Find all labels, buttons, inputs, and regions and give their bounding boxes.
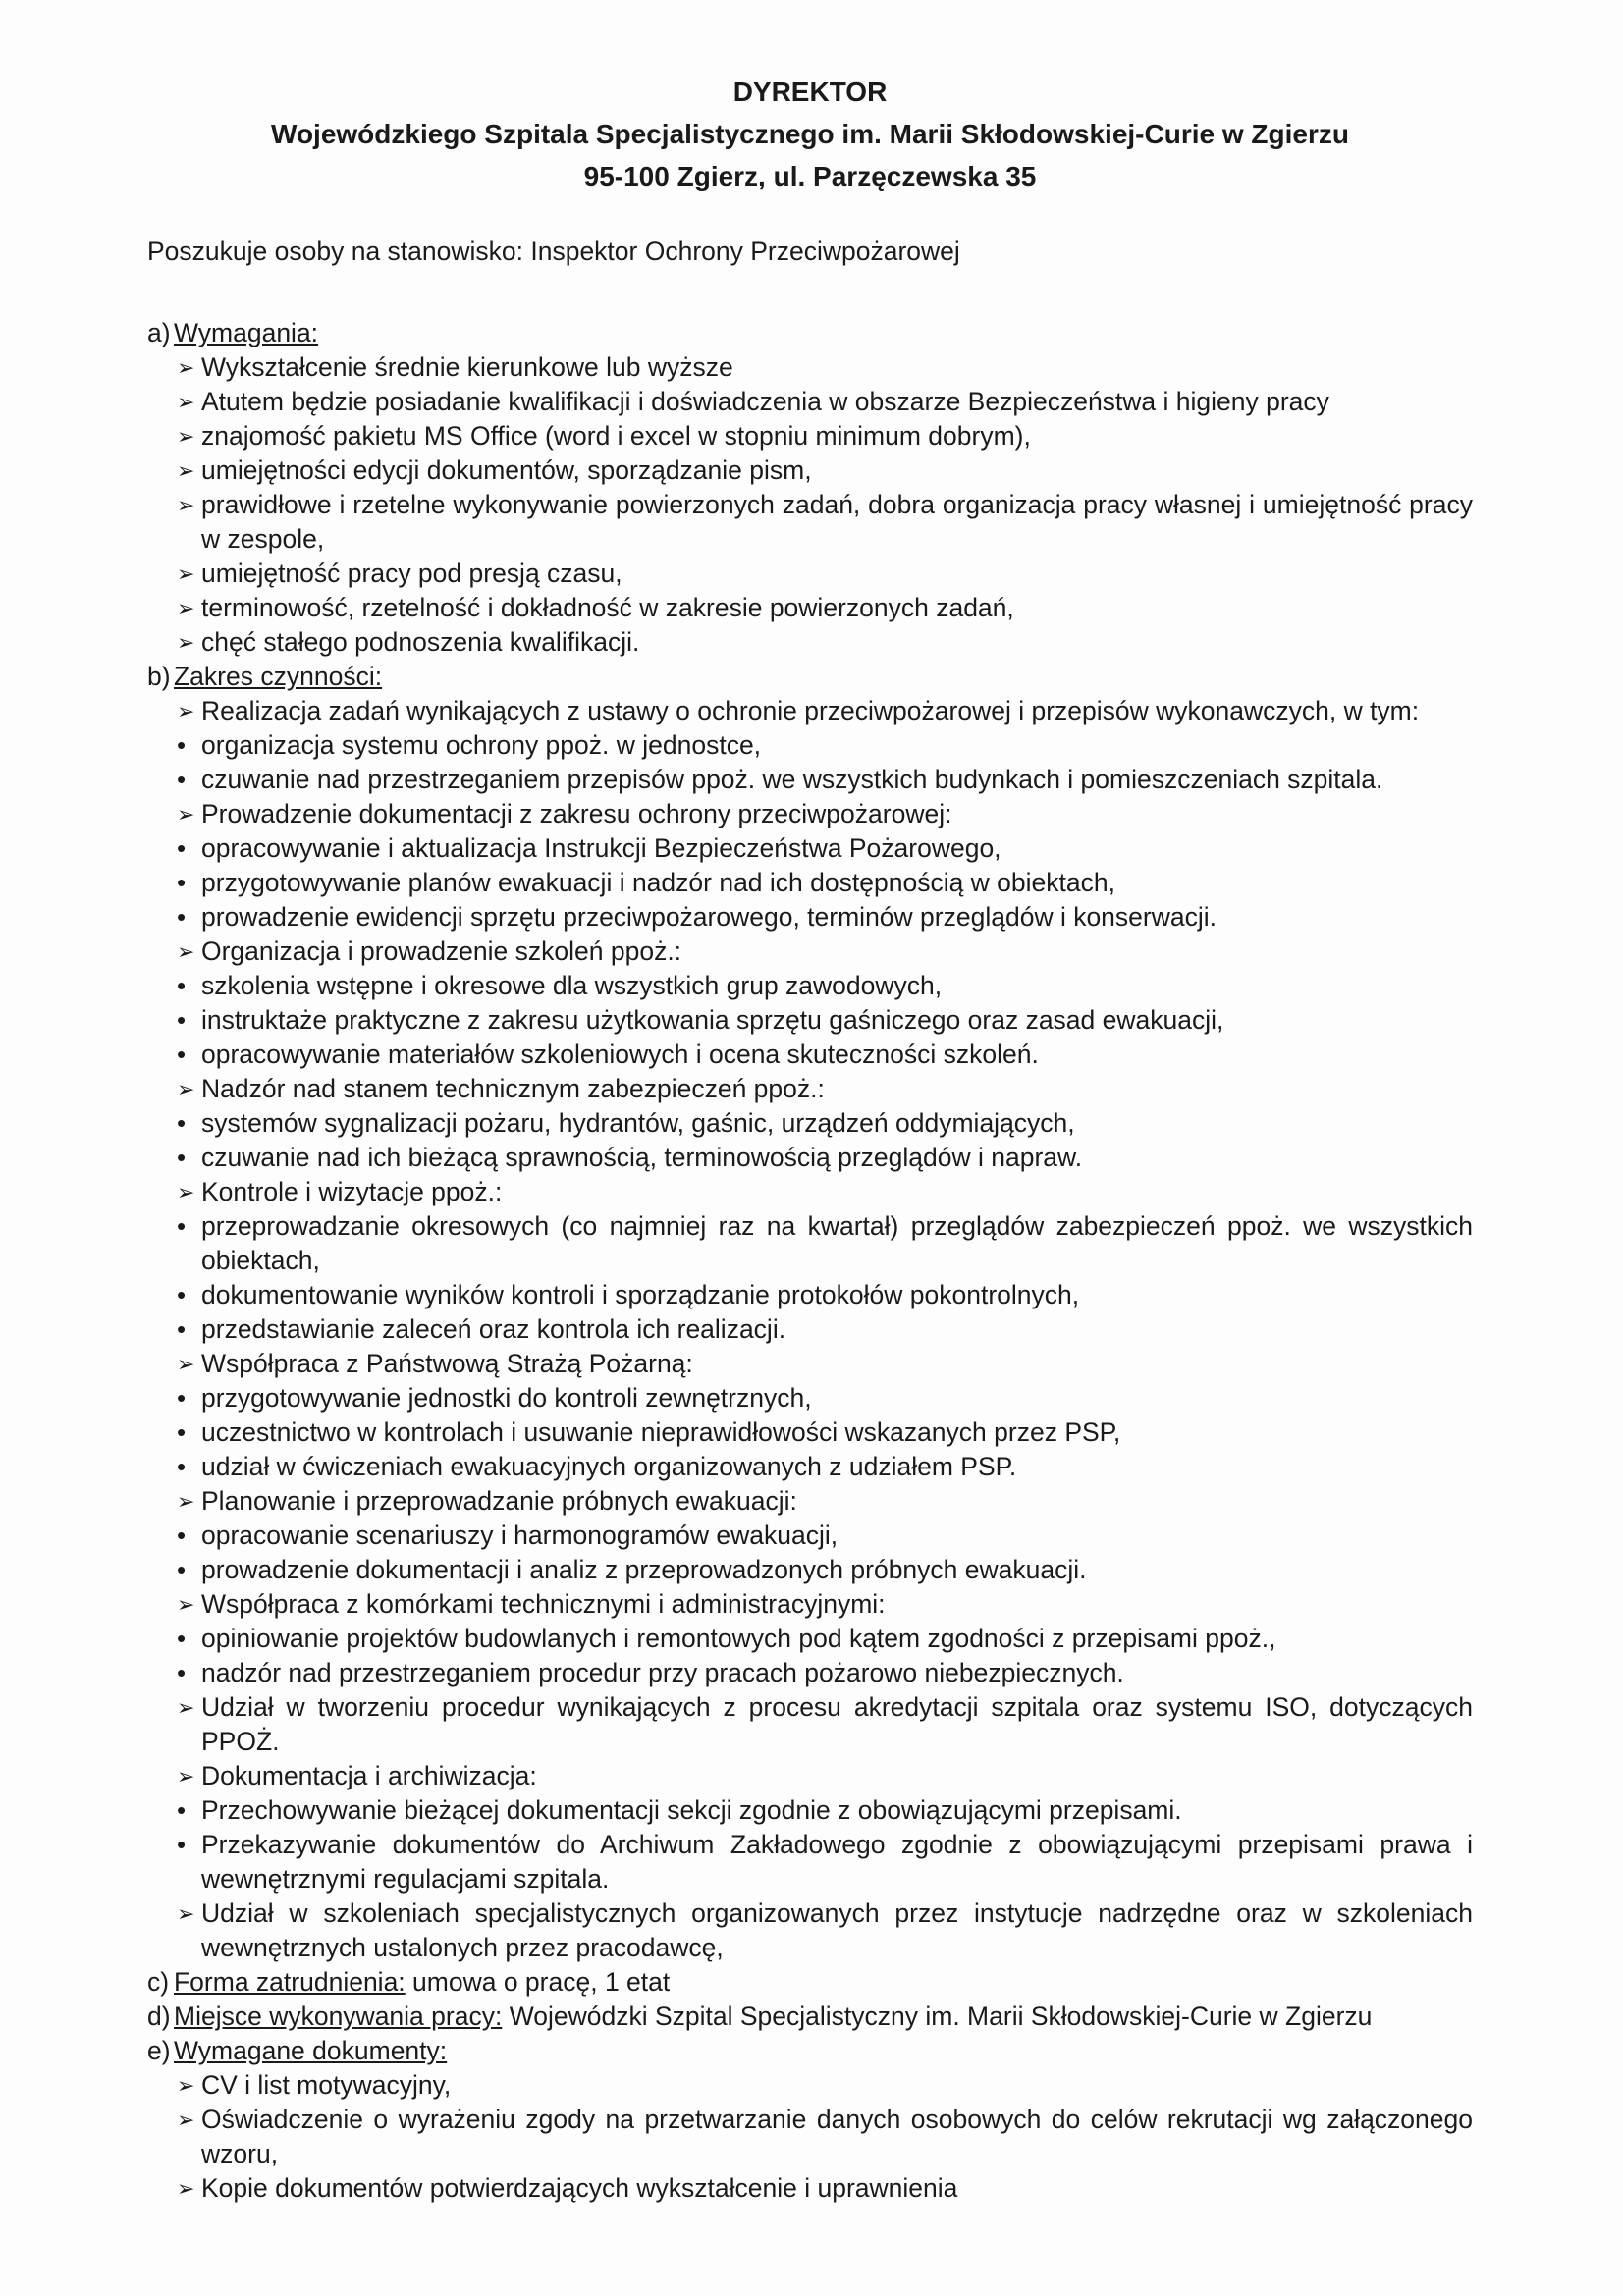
section-heading: Forma zatrudnienia:: [174, 1967, 406, 1997]
section-heading-text: [174, 2034, 1473, 2068]
section-heading: Zakres czynności:: [174, 662, 383, 691]
section-label: e): [147, 2036, 171, 2065]
list-item-text: terminowość, rzetelność i dokładność w zakresie powierzonych zadań,: [201, 593, 1014, 622]
dot-bullet-icon: •: [177, 1108, 187, 1138]
section-label: b): [147, 662, 171, 691]
list-item: [177, 1759, 1473, 1793]
arrow-bullet-icon: ➢: [177, 458, 195, 483]
dot-bullet-icon: •: [177, 1624, 187, 1653]
dot-bullet-icon: •: [177, 1452, 187, 1481]
list-item: [177, 1622, 1473, 1656]
section-heading: Wymagane dokumenty:: [174, 2036, 448, 2065]
list-item: [177, 1003, 1473, 1038]
list-item: [177, 797, 1473, 831]
dot-bullet-icon: •: [177, 971, 187, 1000]
list-item: [177, 1106, 1473, 1141]
list-item: [177, 831, 1473, 866]
list-item: [177, 1381, 1473, 1415]
section-heading-text: [174, 2000, 1473, 2034]
arrow-bullet-icon: ➢: [177, 802, 195, 827]
intro-position-line: Poszukuje osoby na stanowisko: Inspektor Ochrony Przeciwpożarowej: [147, 237, 960, 266]
dot-bullet-icon: •: [177, 1795, 187, 1825]
list-item-text: Przekazywanie dokumentów do Archiwum Zakładowego zgodnie z obowiązującymi przepisami prawa i wewnętrznymi regulacjami szpitala.: [201, 1830, 1473, 1894]
dot-bullet-icon: •: [177, 1143, 187, 1172]
list-item-text: przygotowywanie jednostki do kontroli zewnętrznych,: [201, 1383, 812, 1413]
list-item-text: Współpraca z komórkami technicznymi i administracyjnymi:: [201, 1589, 886, 1619]
header-address: 95-100 Zgierz, ul. Parzęczewska 35: [583, 161, 1037, 191]
dot-bullet-icon: •: [177, 1314, 187, 1344]
section-heading: Miejsce wykonywania pracy:: [174, 2002, 503, 2031]
list-item: [177, 419, 1473, 454]
list-item: [177, 1415, 1473, 1450]
list-item-text: czuwanie nad przestrzeganiem przepisów ppoż. we wszystkich budynkach i pomieszczeniach szpitala.: [201, 765, 1383, 794]
list-item-text: systemów sygnalizacji pożaru, hydrantów, gaśnic, urządzeń oddymiających,: [201, 1108, 1075, 1138]
list-item-text: umiejętność pracy pod presją czasu,: [201, 559, 622, 588]
section-heading-row: [147, 316, 1473, 350]
list-item-text: szkolenia wstępne i okresowe dla wszystkich grup zawodowych,: [201, 971, 943, 1000]
list-item-text: prowadzenie ewidencji sprzętu przeciwpożarowego, terminów przeglądów i konserwacji.: [201, 902, 1217, 932]
list-item: [177, 1072, 1473, 1106]
list-item: [177, 728, 1473, 763]
list-item: [177, 900, 1473, 934]
list-item-text: opracowanie scenariuszy i harmonogramów ewakuacji,: [201, 1521, 839, 1550]
dot-bullet-icon: •: [177, 1658, 187, 1687]
section-heading-text: [174, 316, 1473, 350]
section-heading-row: [147, 2000, 1473, 2034]
list-item-text: opracowywanie materiałów szkoleniowych i ocena skuteczności szkoleń.: [201, 1040, 1039, 1069]
list-item: [177, 2068, 1473, 2103]
list-item: [177, 969, 1473, 1003]
list-item-text: czuwanie nad ich bieżącą sprawnością, terminowością przeglądów i napraw.: [201, 1143, 1083, 1172]
section-label: a): [147, 318, 171, 347]
list-item-text: udział w ćwiczeniach ewakuacyjnych organizowanych z udziałem PSP.: [201, 1452, 1017, 1481]
dot-bullet-icon: •: [177, 1383, 187, 1413]
arrow-bullet-icon: ➢: [177, 2176, 195, 2201]
list-item-text: znajomość pakietu MS Office (word i excel w stopniu minimum dobrym),: [201, 421, 1031, 451]
list-item: [177, 866, 1473, 900]
list-item-text: Oświadczenie o wyrażeniu zgody na przetwarzanie danych osobowych do celów rekrutacji wg załączonego wzoru,: [201, 2105, 1473, 2168]
section-heading-row: [147, 660, 1473, 694]
section-heading-row: [147, 2034, 1473, 2068]
list-item: [177, 1553, 1473, 1587]
arrow-bullet-icon: ➢: [177, 596, 195, 620]
list-item: [177, 1312, 1473, 1347]
arrow-bullet-icon: ➢: [177, 355, 195, 380]
list-item-text: uczestnictwo w kontrolach i usuwanie nieprawidłowości wskazanych przez PSP,: [201, 1417, 1121, 1447]
document-header: [147, 71, 1473, 197]
arrow-bullet-icon: ➢: [177, 1764, 195, 1789]
list-item-text: Atutem będzie posiadanie kwalifikacji i doświadczenia w obszarze Bezpieczeństwa i higieny pracy: [201, 387, 1329, 416]
list-item: [177, 591, 1473, 625]
list-item-text: Kopie dokumentów potwierdzających wykształcenie i uprawnienia: [201, 2173, 958, 2203]
list-item: [177, 1450, 1473, 1484]
list-item: [177, 1038, 1473, 1072]
dot-bullet-icon: •: [177, 1040, 187, 1069]
list-item: [177, 2171, 1473, 2206]
section-heading-value: umowa o pracę, 1 etat: [405, 1967, 671, 1997]
list-item: [177, 1141, 1473, 1175]
dot-bullet-icon: •: [177, 1521, 187, 1550]
arrow-bullet-icon: ➢: [177, 1077, 195, 1101]
list-item-text: opracowywanie i aktualizacja Instrukcji Bezpieczeństwa Pożarowego,: [201, 833, 1001, 863]
list-item: [177, 1347, 1473, 1381]
list-item-text: Dokumentacja i archiwizacja:: [201, 1761, 537, 1790]
section-label: c): [147, 1967, 170, 1997]
section-heading-row: [147, 1965, 1473, 2000]
section-heading: Wymagania:: [174, 318, 319, 347]
list-item-text: umiejętności edycji dokumentów, sporządzanie pism,: [201, 455, 812, 485]
list-item: [177, 1587, 1473, 1622]
list-item: [177, 1690, 1473, 1759]
list-item-text: nadzór nad przestrzeganiem procedur przy pracach pożarowo niebezpiecznych.: [201, 1658, 1124, 1687]
list-item: [177, 763, 1473, 797]
header-title: DYREKTOR: [732, 77, 888, 107]
arrow-bullet-icon: ➢: [177, 424, 195, 449]
list-item-text: Kontrole i wizytacje ppoż.:: [201, 1177, 503, 1206]
list-item: [177, 2103, 1473, 2171]
list-item: [177, 1209, 1473, 1278]
list-item-text: Planowanie i przeprowadzanie próbnych ewakuacji:: [201, 1486, 797, 1516]
list-item: [177, 694, 1473, 728]
list-item-text: Przechowywanie bieżącej dokumentacji sekcji zgodnie z obowiązującymi przepisami.: [201, 1795, 1182, 1825]
arrow-bullet-icon: ➢: [177, 561, 195, 586]
dot-bullet-icon: •: [177, 730, 187, 760]
sections-container: [147, 316, 1473, 2206]
list-item-text: organizacja systemu ochrony ppoż. w jednostce,: [201, 730, 762, 760]
arrow-bullet-icon: ➢: [177, 1592, 195, 1617]
list-item: [177, 934, 1473, 969]
list-item-text: CV i list motywacyjny,: [201, 2070, 452, 2100]
arrow-bullet-icon: ➢: [177, 630, 195, 655]
list-item: [177, 1278, 1473, 1312]
list-item: [177, 385, 1473, 419]
arrow-bullet-icon: ➢: [177, 1352, 195, 1376]
arrow-bullet-icon: ➢: [177, 2073, 195, 2098]
section-heading-text: [174, 660, 1473, 694]
arrow-bullet-icon: ➢: [177, 939, 195, 964]
list-item: [177, 350, 1473, 385]
dot-bullet-icon: •: [177, 1280, 187, 1309]
dot-bullet-icon: •: [177, 1555, 187, 1584]
list-item-text: Nadzór nad stanem technicznym zabezpieczeń ppoż.:: [201, 1074, 825, 1103]
list-item-text: prowadzenie dokumentacji i analiz z przeprowadzonych próbnych ewakuacji.: [201, 1555, 1087, 1584]
list-item-text: dokumentowanie wyników kontroli i sporządzanie protokołów pokontrolnych,: [201, 1280, 1080, 1309]
dot-bullet-icon: •: [177, 765, 187, 794]
arrow-bullet-icon: ➢: [177, 699, 195, 723]
list-item-text: Wykształcenie średnie kierunkowe lub wyższe: [201, 352, 733, 382]
arrow-bullet-icon: ➢: [177, 1180, 195, 1204]
list-item-text: opiniowanie projektów budowlanych i remontowych pod kątem zgodności z przepisami ppoż.,: [201, 1624, 1276, 1653]
list-item-text: Współpraca z Państwową Strażą Pożarną:: [201, 1349, 693, 1378]
list-item-text: instruktaże praktyczne z zakresu użytkowania sprzętu gaśniczego oraz zasad ewakuacji,: [201, 1005, 1224, 1035]
dot-bullet-icon: •: [177, 1005, 187, 1035]
list-item-text: Realizacja zadań wynikających z ustawy o ochronie przeciwpożarowej i przepisów wykonawczych, w tym:: [201, 696, 1420, 725]
list-item-text: przeprowadzanie okresowych (co najmniej raz na kwartał) przeglądów zabezpieczeń ppoż. we wszystkich obiektach,: [201, 1211, 1473, 1275]
list-item: [177, 1656, 1473, 1690]
dot-bullet-icon: •: [177, 833, 187, 863]
list-item-text: Udział w szkoleniach specjalistycznych organizowanych przez instytucje nadrzędne oraz w szkoleniach wewnętrznych ustalonych przez pracodawcę,: [201, 1898, 1473, 1962]
arrow-bullet-icon: ➢: [177, 493, 195, 517]
list-item-text: Organizacja i prowadzenie szkoleń ppoż.:: [201, 936, 682, 966]
header-organization: Wojewódzkiego Szpitala Specjalistycznego im. Marii Skłodowskiej-Curie w Zgierzu: [271, 119, 1349, 149]
dot-bullet-icon: •: [177, 1211, 187, 1241]
section-heading-value: Wojewódzki Szpital Specjalistyczny im. Marii Skłodowskiej-Curie w Zgierzu: [502, 2002, 1373, 2031]
list-item: [177, 1519, 1473, 1553]
list-item: [177, 1896, 1473, 1965]
section-heading-text: [174, 1965, 1473, 2000]
dot-bullet-icon: •: [177, 1417, 187, 1447]
list-item: [177, 1793, 1473, 1828]
list-item-text: chęć stałego podnoszenia kwalifikacji.: [201, 627, 640, 657]
list-item: [177, 488, 1473, 557]
dot-bullet-icon: •: [177, 868, 187, 897]
arrow-bullet-icon: ➢: [177, 1901, 195, 1926]
list-item-text: przedstawianie zaleceń oraz kontrola ich realizacji.: [201, 1314, 786, 1344]
list-item-text: przygotowywanie planów ewakuacji i nadzór nad ich dostępnością w obiektach,: [201, 868, 1115, 897]
list-item: [177, 1484, 1473, 1519]
list-item: [177, 625, 1473, 660]
arrow-bullet-icon: ➢: [177, 1695, 195, 1720]
dot-bullet-icon: •: [177, 902, 187, 932]
arrow-bullet-icon: ➢: [177, 1489, 195, 1514]
list-item: [177, 1175, 1473, 1209]
list-item-text: Udział w tworzeniu procedur wynikających z procesu akredytacji szpitala oraz systemu ISO, dotyczących PPOŻ.: [201, 1692, 1473, 1756]
dot-bullet-icon: •: [177, 1830, 187, 1859]
list-item: [177, 557, 1473, 591]
list-item-text: Prowadzenie dokumentacji z zakresu ochrony przeciwpożarowej:: [201, 799, 952, 828]
list-item-text: prawidłowe i rzetelne wykonywanie powierzonych zadań, dobra organizacja pracy własnej i umiejętność pracy w zespole,: [201, 490, 1473, 554]
list-item: [177, 454, 1473, 488]
arrow-bullet-icon: ➢: [177, 390, 195, 414]
section-label: d): [147, 2002, 171, 2031]
list-item: [177, 1828, 1473, 1896]
arrow-bullet-icon: ➢: [177, 2108, 195, 2132]
